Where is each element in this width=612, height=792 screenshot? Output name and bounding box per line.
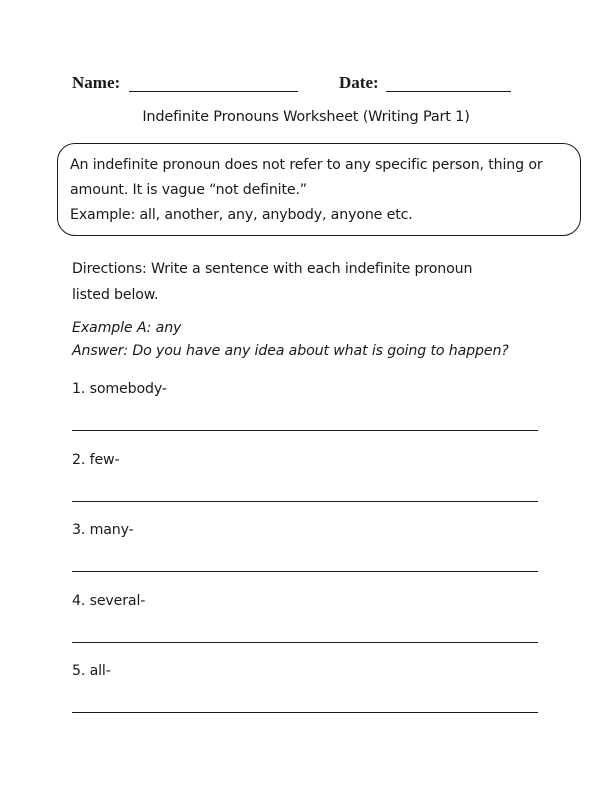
answer-line[interactable]	[72, 642, 538, 643]
exercise-label: 3. many-	[72, 522, 134, 538]
date-label: Date:	[339, 73, 379, 92]
exercise-label: 4. several-	[72, 593, 146, 609]
directions-line: listed below.	[72, 287, 159, 303]
answer-line[interactable]	[72, 571, 538, 572]
answer-line[interactable]	[72, 430, 538, 431]
exercise-item	[72, 663, 538, 723]
example-answer: Answer: Do you have any idea about what is going to happen?	[72, 343, 509, 359]
exercise-label: 1. somebody-	[72, 381, 167, 397]
exercise-item	[72, 522, 538, 582]
definition-line: An indefinite pronoun does not refer to any specific person, thing or	[70, 157, 543, 173]
exercise-item	[72, 452, 538, 512]
answer-line[interactable]	[72, 712, 538, 713]
exercise-label: 5. all-	[72, 663, 111, 679]
definition-box	[57, 143, 581, 236]
definition-line: amount. It is vague “not definite.”	[70, 182, 308, 198]
name-label: Name:	[72, 73, 121, 92]
example-prompt: Example A: any	[72, 320, 182, 336]
example-block	[72, 317, 552, 363]
directions-text	[72, 256, 542, 308]
answer-line[interactable]	[72, 501, 538, 502]
exercise-item	[72, 381, 538, 441]
exercise-label: 2. few-	[72, 452, 120, 468]
date-blank-line[interactable]	[386, 91, 511, 92]
name-blank-line[interactable]	[129, 91, 298, 92]
worksheet-header	[72, 73, 542, 95]
definition-example-line: Example: all, another, any, anybody, anyone etc.	[70, 207, 413, 223]
exercise-item	[72, 593, 538, 653]
worksheet-title: Indefinite Pronouns Worksheet (Writing Part 1)	[142, 109, 470, 125]
directions-line: Directions: Write a sentence with each indefinite pronoun	[72, 261, 473, 277]
